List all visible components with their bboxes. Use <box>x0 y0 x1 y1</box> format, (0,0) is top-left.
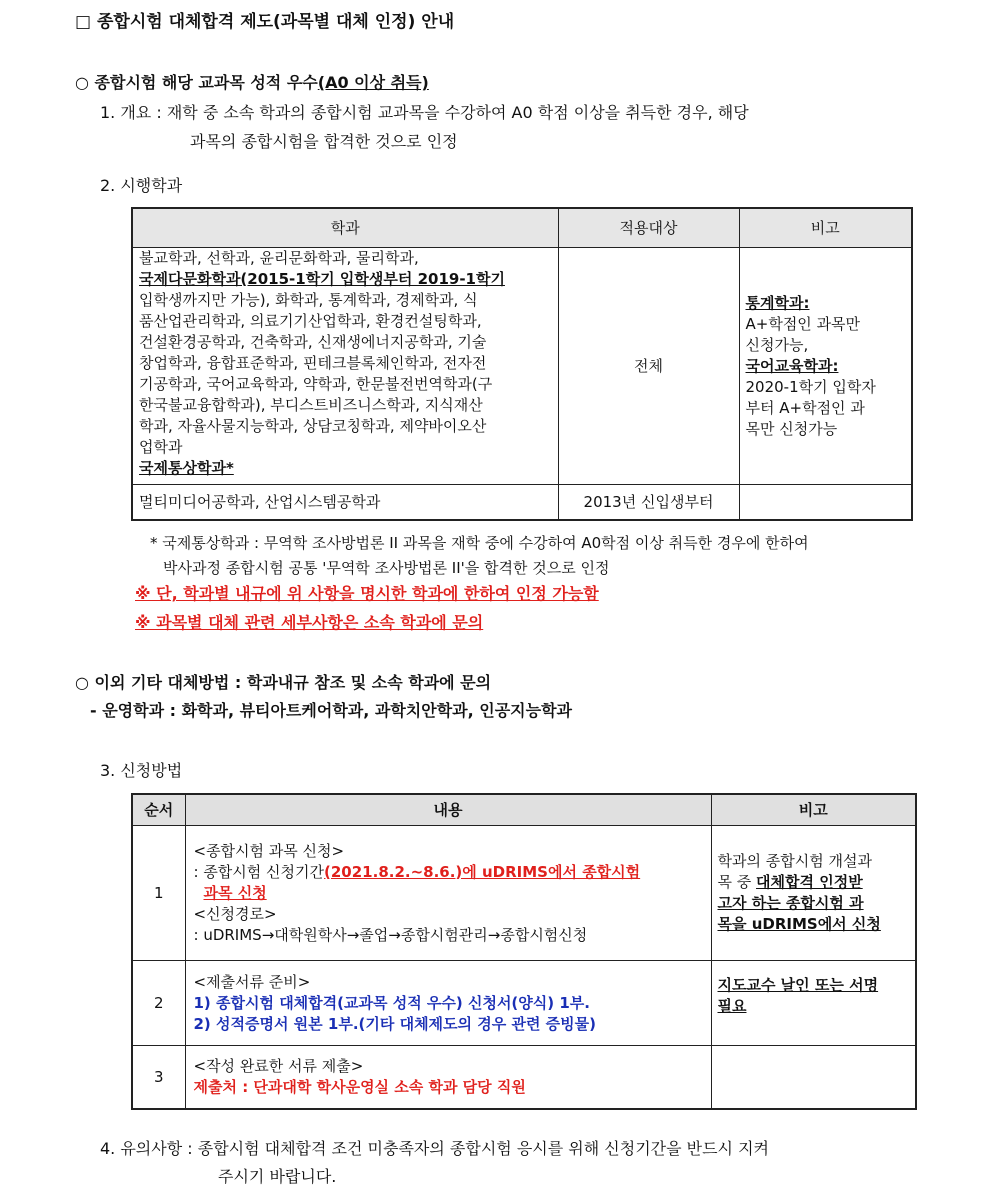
section1-heading-prefix: ○ 종합시험 해당 교과목 성적 우수 <box>75 73 318 92</box>
section2-heading: ○ 이외 기타 대체방법 : 학과내규 참조 및 소속 학과에 문의 <box>75 673 492 692</box>
table-header-row <box>132 794 916 826</box>
departments-table <box>131 207 913 521</box>
warning-1: ※ 단, 학과별 내규에 위 사항을 명시한 학과에 한하여 인정 가능함 <box>135 584 599 603</box>
note-line: 신청가능, <box>745 335 809 354</box>
section1-heading-highlight: (A0 이상 취득) <box>317 73 429 92</box>
dept-line: 국제다문화학과(2015-1학기 입학생부터 2019-1학기 <box>139 270 505 288</box>
page-title: □ 종합시험 대체합격 제도(과목별 대체 인정) 안내 <box>75 12 455 32</box>
warning-2: ※ 과목별 대체 관련 세부사항은 소속 학과에 문의 <box>135 613 484 632</box>
content-plain: : 종합시험 신청기간 <box>193 862 325 881</box>
table-header-row <box>132 208 912 248</box>
note-line: 2020-1학기 입학자 <box>745 377 876 396</box>
content-cell <box>185 826 711 961</box>
col-header-order: 순서 <box>132 794 185 826</box>
target-cell: 2013년 신입생부터 <box>558 485 739 521</box>
order-cell: 1 <box>132 826 185 961</box>
dept-line: 건설환경공학과, 건축학과, 신재생에너지공학과, 기술 <box>139 333 487 351</box>
overview-line2: 과목의 종합시험을 합격한 것으로 인정 <box>190 132 458 151</box>
note-cell <box>739 485 912 521</box>
order-cell: 3 <box>132 1046 185 1110</box>
content-line <box>194 862 705 883</box>
content-line: 2) 성적증명서 원본 1부.(기타 대체제도의 경우 관련 증빙물) <box>193 1014 596 1033</box>
note-line: 목을 uDRIMS에서 신청 <box>717 915 881 933</box>
section4-line1: 4. 유의사항 : 종합시험 대체합격 조건 미충족자의 종합시험 응시를 위해 신청기간을 반드시 지켜 <box>100 1139 770 1158</box>
section2-sub: - 운영학과 : 화학과, 뷰티아트케어학과, 과학치안학과, 인공지능학과 <box>90 701 573 720</box>
dept-line: 창업학과, 융합표준학과, 핀테크블록체인학과, 전자전 <box>139 354 487 372</box>
note-line: 학과의 종합시험 개설과 <box>717 852 872 870</box>
section3-label: 3. 신청방법 <box>100 761 183 780</box>
note-cell <box>739 248 912 485</box>
dept-line: 기공학과, 국어교육학과, 약학과, 한문불전번역학과(구 <box>139 375 493 393</box>
col-header-note: 비고 <box>739 208 912 248</box>
note-line: A+학점인 과목만 <box>745 314 861 333</box>
dept-line: 품산업관리학과, 의료기기산업학과, 환경컨설팅학과, <box>139 312 482 330</box>
note-line: 통계학과: <box>745 293 810 312</box>
note-cell <box>711 961 916 1046</box>
table-row <box>132 826 916 961</box>
note-line: 국어교육학과: <box>745 356 839 375</box>
note-cell <box>711 1046 916 1110</box>
content-red: (2021.8.2.~8.6.)에 uDRIMS에서 종합시험 <box>324 862 641 881</box>
content-line: <제출서류 준비> <box>193 972 311 991</box>
note-line: 고자 하는 종합시험 과 <box>717 894 864 912</box>
dept-line: 국제통상학과* <box>139 459 234 477</box>
dept-line: 학과, 자율사물지능학과, 상담코칭학과, 제약바이오산 <box>139 417 487 435</box>
application-table <box>131 793 917 1110</box>
col-header-target: 적용대상 <box>558 208 739 248</box>
table-row <box>132 485 912 521</box>
section4-line2: 주시기 바랍니다. <box>218 1167 337 1186</box>
note-line: 부터 A+학점인 과 <box>745 398 865 417</box>
col-header-content: 내용 <box>185 794 711 826</box>
content-line: : uDRIMS→대학원학사→졸업→종합시험관리→종합시험신청 <box>193 925 588 944</box>
note-line: 목만 신청가능 <box>745 419 838 438</box>
dept-cell <box>132 248 558 485</box>
table-row <box>132 1046 916 1110</box>
content-line: 과목 신청 <box>203 883 267 902</box>
dept-line: 입학생까지만 가능), 화학과, 통계학과, 경제학과, 식 <box>139 291 478 309</box>
content-line: <신청경로> <box>193 904 277 923</box>
dept-line: 업학과 <box>139 438 183 456</box>
note-line: 필요 <box>717 997 747 1015</box>
content-line: <종합시험 과목 신청> <box>193 841 345 860</box>
col-header-dept: 학과 <box>132 208 558 248</box>
note-cell <box>711 826 916 961</box>
overview-line1: 1. 개요 : 재학 중 소속 학과의 종합시험 교과목을 수강하여 A0 학점 이상을 취득한 경우, 해당 <box>100 103 749 122</box>
note-line <box>718 872 910 893</box>
note-line: 지도교수 날인 또는 서명 <box>717 976 879 994</box>
dept-line: 불교학과, 선학과, 윤리문화학과, 물리학과, <box>139 249 419 267</box>
col-header-note: 비고 <box>711 794 916 826</box>
content-line: 제출처 : 단과대학 학사운영실 소속 학과 담당 직원 <box>193 1078 526 1096</box>
dept-cell: 멀티미디어공학과, 산업시스템공학과 <box>132 485 558 521</box>
section1-heading <box>75 70 429 93</box>
order-cell: 2 <box>132 961 185 1046</box>
table-row <box>132 961 916 1046</box>
footnote-star-line1: * 국제통상학과 : 무역학 조사방법론 II 과목을 재학 중에 수강하여 A0학점 이상 취득한 경우에 한하여 <box>150 534 809 552</box>
content-line: 1) 종합시험 대체합격(교과목 성적 우수) 신청서(양식) 1부. <box>193 993 590 1012</box>
table-row <box>132 248 912 485</box>
content-line: <작성 완료한 서류 제출> <box>193 1057 364 1075</box>
note-bold: 대체합격 인정받 <box>756 873 863 891</box>
dept-line: 한국불교융합학과), 부디스트비즈니스학과, 지식재산 <box>139 396 483 414</box>
content-cell <box>185 1046 711 1110</box>
note-plain: 목 중 <box>717 873 752 891</box>
content-cell <box>185 961 711 1046</box>
target-cell: 전체 <box>558 248 739 485</box>
footnote-star-line2: 박사과정 종합시험 공통 '무역학 조사방법론 II'을 합격한 것으로 인정 <box>163 559 610 577</box>
depts-label: 2. 시행학과 <box>100 176 183 195</box>
